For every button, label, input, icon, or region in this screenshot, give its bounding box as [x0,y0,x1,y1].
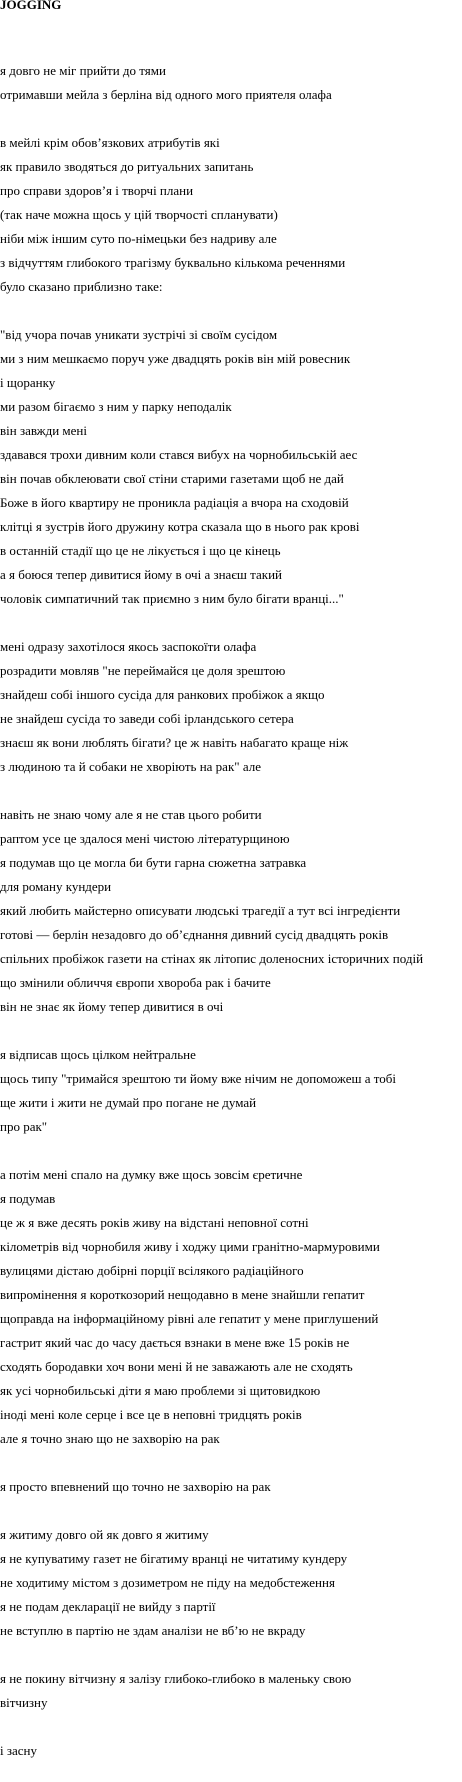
poem-line: щось типу "тримайся зрештою ти йому вже нічим не допоможеш а тобі [0,1071,396,1086]
poem-line: я подумав що це могла би бути гарна сюжетна затравка [0,855,307,870]
poem-line: він не знає як йому тепер дивитися в очі [0,999,224,1014]
poem-line: в останній стадії що це не лікується і що це кінець [0,543,281,558]
poem-line: і засну [0,1743,37,1758]
stanza [0,131,345,299]
poem-line: про справи здоров’я і творчі плани [0,183,194,198]
poem-line: знаєш як вони люблять бігати? це ж навіть набагато краще ніж [0,735,349,750]
poem-line: спільних пробіжок газети на стінах як літопис доленосних історичних подій [0,951,424,966]
poem-line: який любить майстерно описувати людські трагедії а тут всі інгредієнти [0,903,401,918]
poem-line: "від учора почав уникати зустрічі зі своїм сусідом [0,327,278,342]
poem-line: не вступлю в партію не здам аналізи не вб’ю не вкраду [0,1623,306,1638]
poem-line: я подумав [0,1191,56,1206]
poem-line: я просто впевнений що точно не захворію на рак [0,1479,271,1494]
stanza [0,803,423,1019]
poem-line: (так наче можна щось у цій творчості спланувати) [0,207,278,222]
stanza [0,59,332,107]
poem-line: я відписав щось цілком нейтральне [0,1047,196,1062]
poem-line: було сказано приблизно таке: [0,279,163,294]
poem-line: ми з ним мешкаємо поруч уже двадцять років він мій ровесник [0,351,351,366]
poem-line: з відчуттям глибокого трагізму буквально кількома реченнями [0,255,346,270]
poem-line: знайдеш собі іншого сусіда для ранкових пробіжок а якщо [0,687,325,702]
poem-line: отримавши мейла з берліна від одного мого приятеля олафа [0,87,332,102]
poem-line: вітчизну [0,1695,48,1710]
poem-line: в мейлі крім обов’язкових атрибутів які [0,135,220,150]
poem-line: і щоранку [0,375,56,390]
stanza [0,1667,351,1715]
poem-line: він почав обклеювати свої стіни старими газетами щоб не дай [0,471,344,486]
stanza [0,323,359,611]
poem-line: випромінення я короткозорий нещодавно в мене знайшли гепатит [0,1287,365,1302]
poem-line: я не подам декларації не вийду з партії [0,1599,216,1614]
stanza [0,1523,347,1643]
stanza [0,1043,396,1139]
poem-line: я не покину вітчизну я залізу глибоко-глибоко в маленьку свою [0,1671,352,1686]
poem-line: раптом усе це здалося мені чистою літературщиною [0,831,290,846]
stanza [0,1163,380,1451]
poem-line: а потім мені спало на думку вже щось зовсім єретичне [0,1167,303,1182]
poem-line: навіть не знаю чому але я не став цього робити [0,807,262,822]
poem-line: він завжди мені [0,423,87,438]
poem-line: я не купуватиму газет не бігатиму вранці не читатиму кундеру [0,1551,348,1566]
poem-line: як правило зводяться до ритуальних запитань [0,159,254,174]
poem-line: для роману кундери [0,879,112,894]
stanza [0,635,348,779]
poem-line: сходять бородавки хоч вони мені й не заважають але не сходять [0,1359,353,1374]
poem-line: а я боюся тепер дивитися йому в очі а знаєш такий [0,567,283,582]
poem-line: гастрит який час до часу дається взнаки в мене вже 15 років не [0,1335,350,1350]
poem-line: але я точно знаю що не захворію на рак [0,1431,220,1446]
poem-line: що змінили обличчя європи хвороба рак і бачите [0,975,271,990]
poem-line: кілометрів від чорнобиля живу і ходжу цими гранітно-мармуровими [0,1239,380,1254]
poem-line: іноді мені коле серце і все це в неповні тридцять років [0,1407,302,1422]
poem-line: ще жити і жити не думай про погане не думай [0,1095,257,1110]
poem-line: клітці я зустрів його дружину котра сказала що в нього рак крові [0,519,360,534]
poem-line: розрадити мовляв "не переймайся це доля зрештою [0,663,286,678]
poem-line: мені одразу захотілося якось заспокоїти олафа [0,639,257,654]
poem-line: не знайдеш сусіда то заведи собі ірландського сетера [0,711,294,726]
poem-line: як усі чорнобильські діти я маю проблеми зі щитовидкою [0,1383,321,1398]
poem-line: ми разом бігаємо з ним у парку неподалік [0,399,232,414]
poem-title: JOGGING [0,0,62,12]
stanza [0,1739,37,1763]
poem-line: готові — берлін незадовго до об’єднання дивний сусід двадцять років [0,927,389,942]
poem-line: ніби між іншим суто по-німецьки без надриву але [0,231,277,246]
poem-line: здавався трохи дивним коли стався вибух на чорнобильській аес [0,447,358,462]
poem-line: з людиною та й собаки не хворіють на рак" але [0,759,261,774]
poem-line: про рак" [0,1119,48,1134]
poem-line: Боже в його квартиру не проникла радіація а вчора на сходовій [0,495,349,510]
poem-line: щоправда на інформаційному рівні але гепатит у мене приглушений [0,1311,379,1326]
poem-line: чоловік симпатичний так приємно з ним було бігати вранці..." [0,591,344,606]
poem-line: я довго не міг прийти до тями [0,63,166,78]
poem-line: я житиму довго ой як довго я житиму [0,1527,209,1542]
poem-line: вулицями дістаю добірні порції всілякого радіаційного [0,1263,304,1278]
poem-line: не ходитиму містом з дозиметром не піду на медобстеження [0,1575,335,1590]
poem-line: це ж я вже десять років живу на відстані неповної сотні [0,1215,309,1230]
stanza [0,1475,271,1499]
